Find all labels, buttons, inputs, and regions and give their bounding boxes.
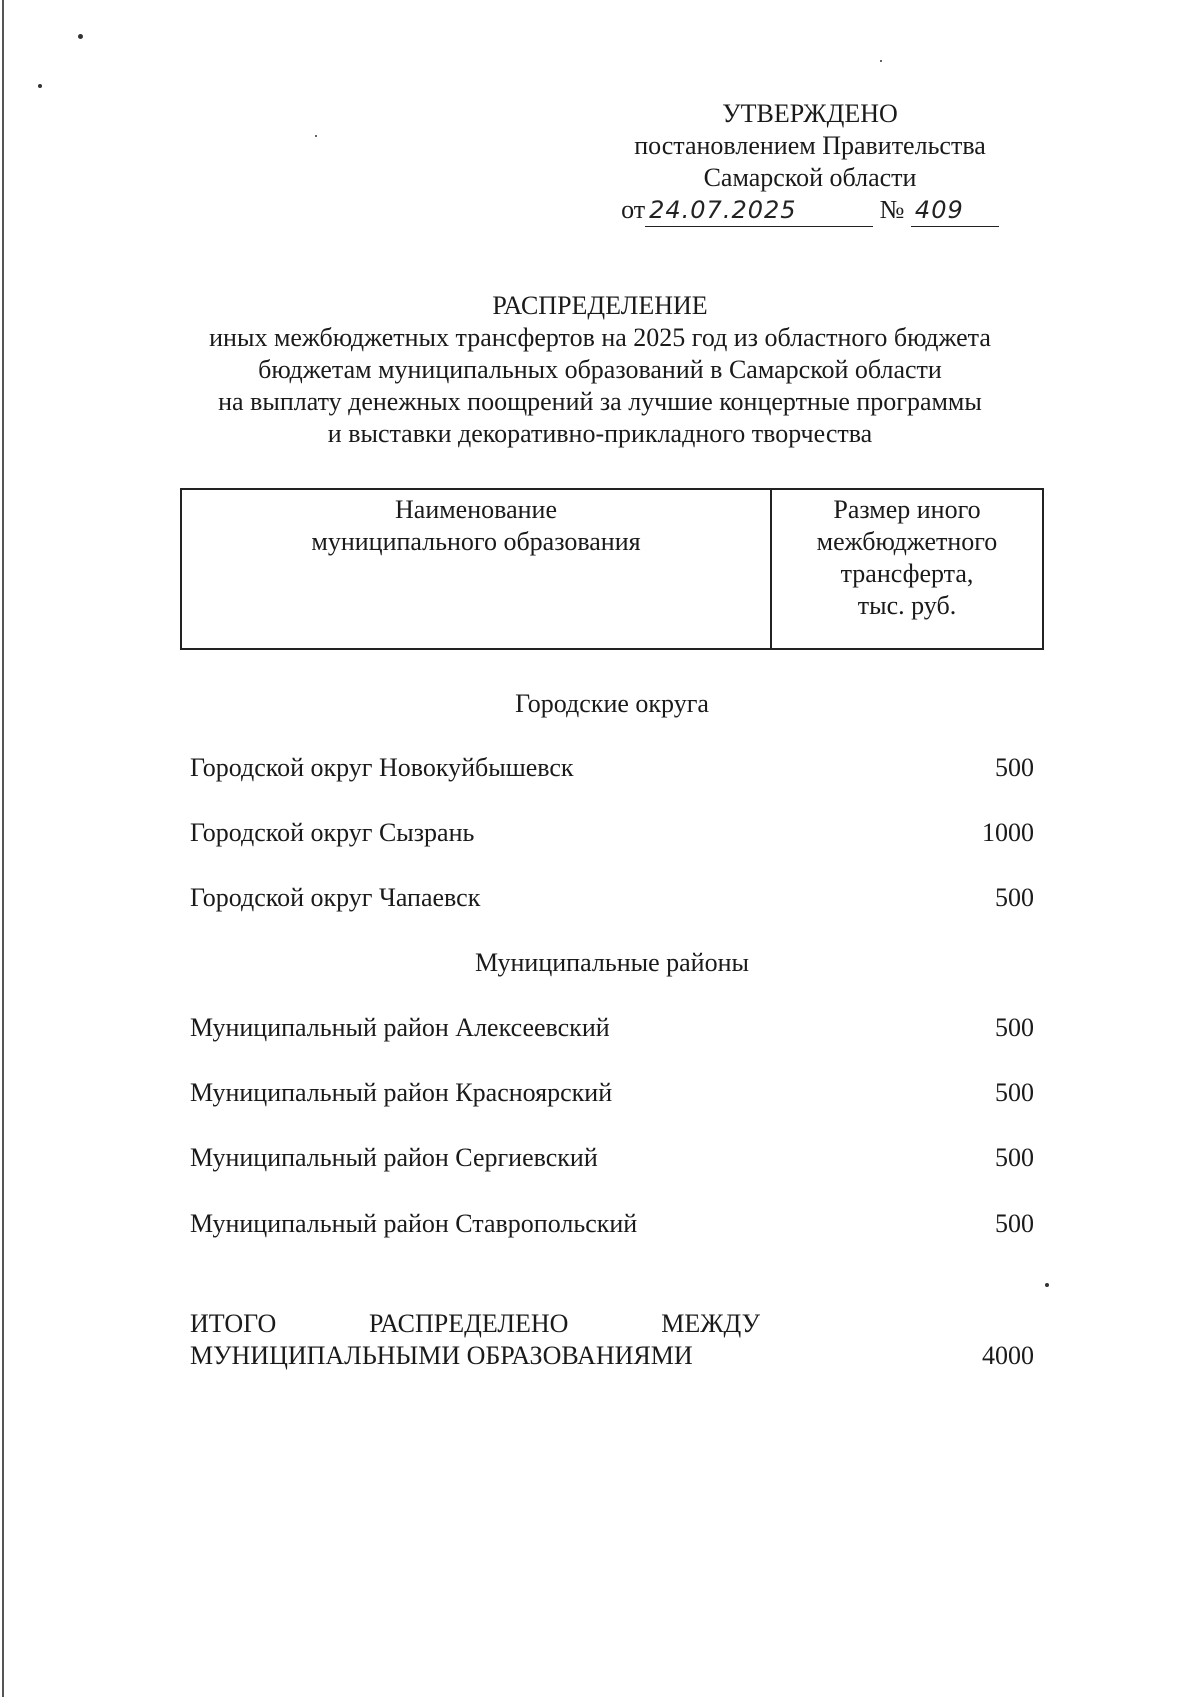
approval-line: постановлением Правительства xyxy=(634,131,986,160)
section-title: Городские округа xyxy=(515,689,709,718)
approval-date-line xyxy=(580,194,1040,227)
handwritten-number: 409 xyxy=(911,194,999,227)
total-word: МЕЖДУ xyxy=(661,1309,760,1338)
total-row xyxy=(190,1308,1034,1372)
date-prefix: от xyxy=(621,195,646,224)
row-value: 500 xyxy=(995,1209,1034,1238)
title-line: бюджетам муниципальных образований в Самарской области xyxy=(258,355,942,384)
header-text: Наименование xyxy=(395,495,557,524)
row-value: 500 xyxy=(995,1013,1034,1042)
scan-edge xyxy=(2,0,4,1697)
row-name: Городской округ Чапаевск xyxy=(190,883,481,912)
document-title xyxy=(150,290,1050,450)
row-name: Муниципальный район Красноярский xyxy=(190,1078,613,1107)
scan-speck xyxy=(78,34,83,39)
approval-heading: УТВЕРЖДЕНО xyxy=(722,99,898,128)
total-label-line xyxy=(190,1340,1034,1372)
row-value: 500 xyxy=(995,1143,1034,1172)
row-name: Муниципальный район Ставропольский xyxy=(190,1209,638,1238)
header-text: тыс. руб. xyxy=(857,591,957,620)
total-label: МУНИЦИПАЛЬНЫМИ ОБРАЗОВАНИЯМИ xyxy=(190,1341,693,1370)
header-name-column xyxy=(182,490,772,648)
row-name: Муниципальный район Алексеевский xyxy=(190,1013,610,1042)
table-row xyxy=(190,882,1034,914)
header-text: Размер иного xyxy=(833,495,981,524)
title-line: и выставки декоративно-прикладного творчества xyxy=(327,419,873,448)
scan-speck xyxy=(315,135,317,137)
table-row xyxy=(190,817,1034,849)
table-row xyxy=(190,1208,1034,1240)
number-sign: № xyxy=(879,195,905,224)
row-value: 1000 xyxy=(982,818,1034,847)
row-value: 500 xyxy=(995,883,1034,912)
table-header xyxy=(180,488,1044,650)
header-text: межбюджетного xyxy=(816,527,998,556)
approval-block xyxy=(580,98,1040,227)
row-name: Муниципальный район Сергиевский xyxy=(190,1143,598,1172)
header-text: трансферта, xyxy=(840,559,974,588)
title-heading: РАСПРЕДЕЛЕНИЕ xyxy=(492,291,708,320)
table-row xyxy=(190,752,1034,784)
scan-speck xyxy=(38,84,42,88)
row-name: Городской округ Новокуйбышевск xyxy=(190,753,574,782)
table-row xyxy=(190,1142,1034,1174)
total-value: 4000 xyxy=(982,1341,1034,1370)
section-title: Муниципальные районы xyxy=(475,948,749,977)
scan-speck xyxy=(880,60,882,62)
total-word: РАСПРЕДЕЛЕНО xyxy=(369,1309,569,1338)
table-row xyxy=(190,1012,1034,1044)
row-value: 500 xyxy=(995,1078,1034,1107)
header-text: муниципального образования xyxy=(311,527,641,556)
table-row xyxy=(190,1077,1034,1109)
header-amount-column xyxy=(772,490,1042,648)
row-name: Городской округ Сызрань xyxy=(190,818,475,847)
total-word: ИТОГО xyxy=(190,1309,277,1338)
row-value: 500 xyxy=(995,753,1034,782)
total-label-line xyxy=(190,1308,760,1340)
approval-line: Самарской области xyxy=(703,163,917,192)
title-line: иных межбюджетных трансфертов на 2025 год из областного бюджета xyxy=(209,323,991,352)
title-line: на выплату денежных поощрений за лучшие концертные программы xyxy=(218,387,982,416)
scan-speck xyxy=(1045,1283,1049,1287)
handwritten-date: 24.07.2025 xyxy=(645,194,873,227)
